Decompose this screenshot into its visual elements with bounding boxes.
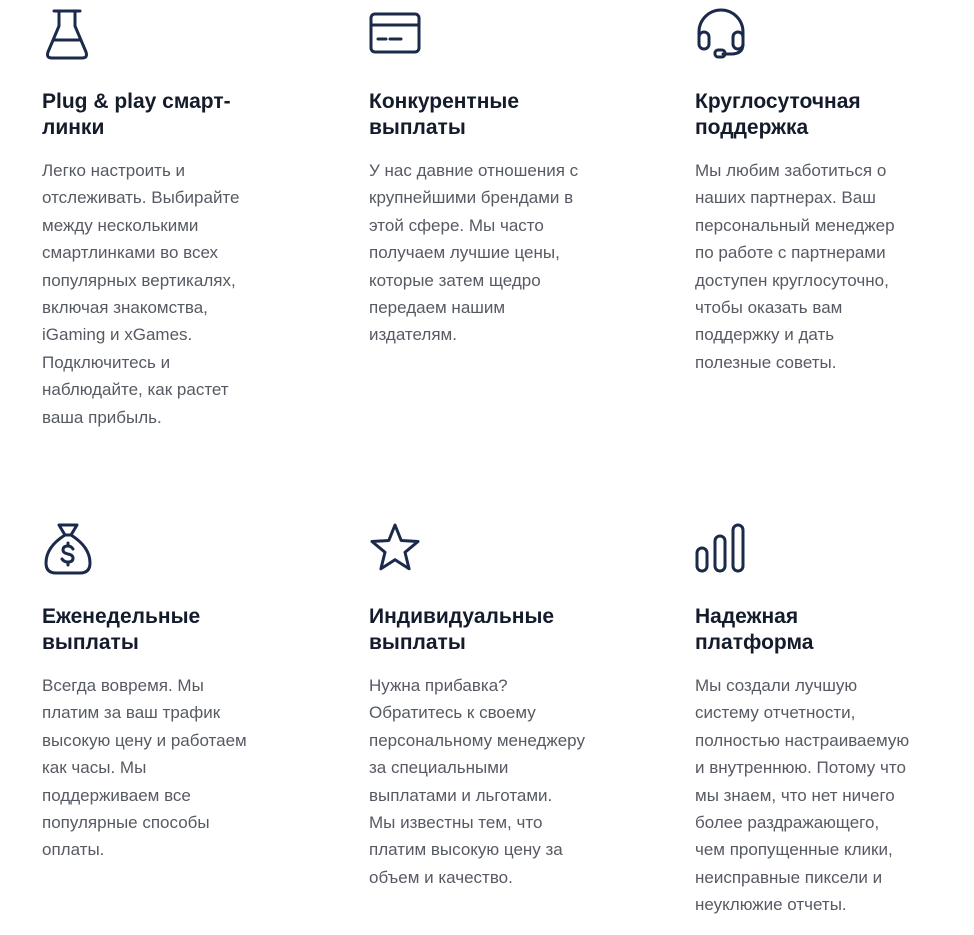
flask-icon xyxy=(42,6,98,62)
feature-title: Конкурентные выплаты xyxy=(369,90,520,139)
feature-description: Нужна прибавка? Обратитесь к своему персональному менеджеру за специальными выплатами и льготами. Мы известны тем, что платим высокую цену за объем и качество. xyxy=(369,676,585,887)
bar-chart-icon xyxy=(695,521,751,577)
feature-description: Всегда вовремя. Мы платим за ваш трафик высокую цену и работаем как часы. Мы поддерживаем все популярные способы оплаты. xyxy=(42,676,247,860)
feature-description: Легко настроить и отслеживать. Выбирайте между несколькими смартлинками во всех популярных вертикалях, включая знакомства, iGaming и xGames. Подключитесь и наблюдайте, как растет ваша прибыль. xyxy=(42,161,240,427)
feature-description: Мы создали лучшую систему отчетности, полностью настраиваемую и внутреннюю. Потому что мы знаем, что нет ничего более раздражающего, чем пропущенные клики, неисправные пиксели и неуклюжие отчеты. xyxy=(695,676,910,915)
feature-title: Индивидуальные выплаты xyxy=(369,605,555,654)
credit-card-icon xyxy=(369,6,425,62)
headset-icon xyxy=(695,6,751,62)
money-bag-icon xyxy=(42,521,98,577)
feature-description: У нас давние отношения с крупнейшими брендами в этой сфере. Мы часто получаем лучшие цены, которые затем щедро передаем нашим издателям. xyxy=(369,161,579,345)
feature-title: Надежная платформа xyxy=(695,605,814,654)
feature-title: Круглосуточная поддержка xyxy=(695,90,861,139)
feature-title: Еженедельные выплаты xyxy=(42,605,201,654)
feature-description: Мы любим заботиться о наших партнерах. Ваш персональный менеджер по работе с партнерами доступен круглосуточно, чтобы оказать вам поддержку и дать полезные советы. xyxy=(695,161,895,372)
star-icon xyxy=(369,521,425,577)
feature-title: Plug & play смарт- линки xyxy=(42,90,231,139)
